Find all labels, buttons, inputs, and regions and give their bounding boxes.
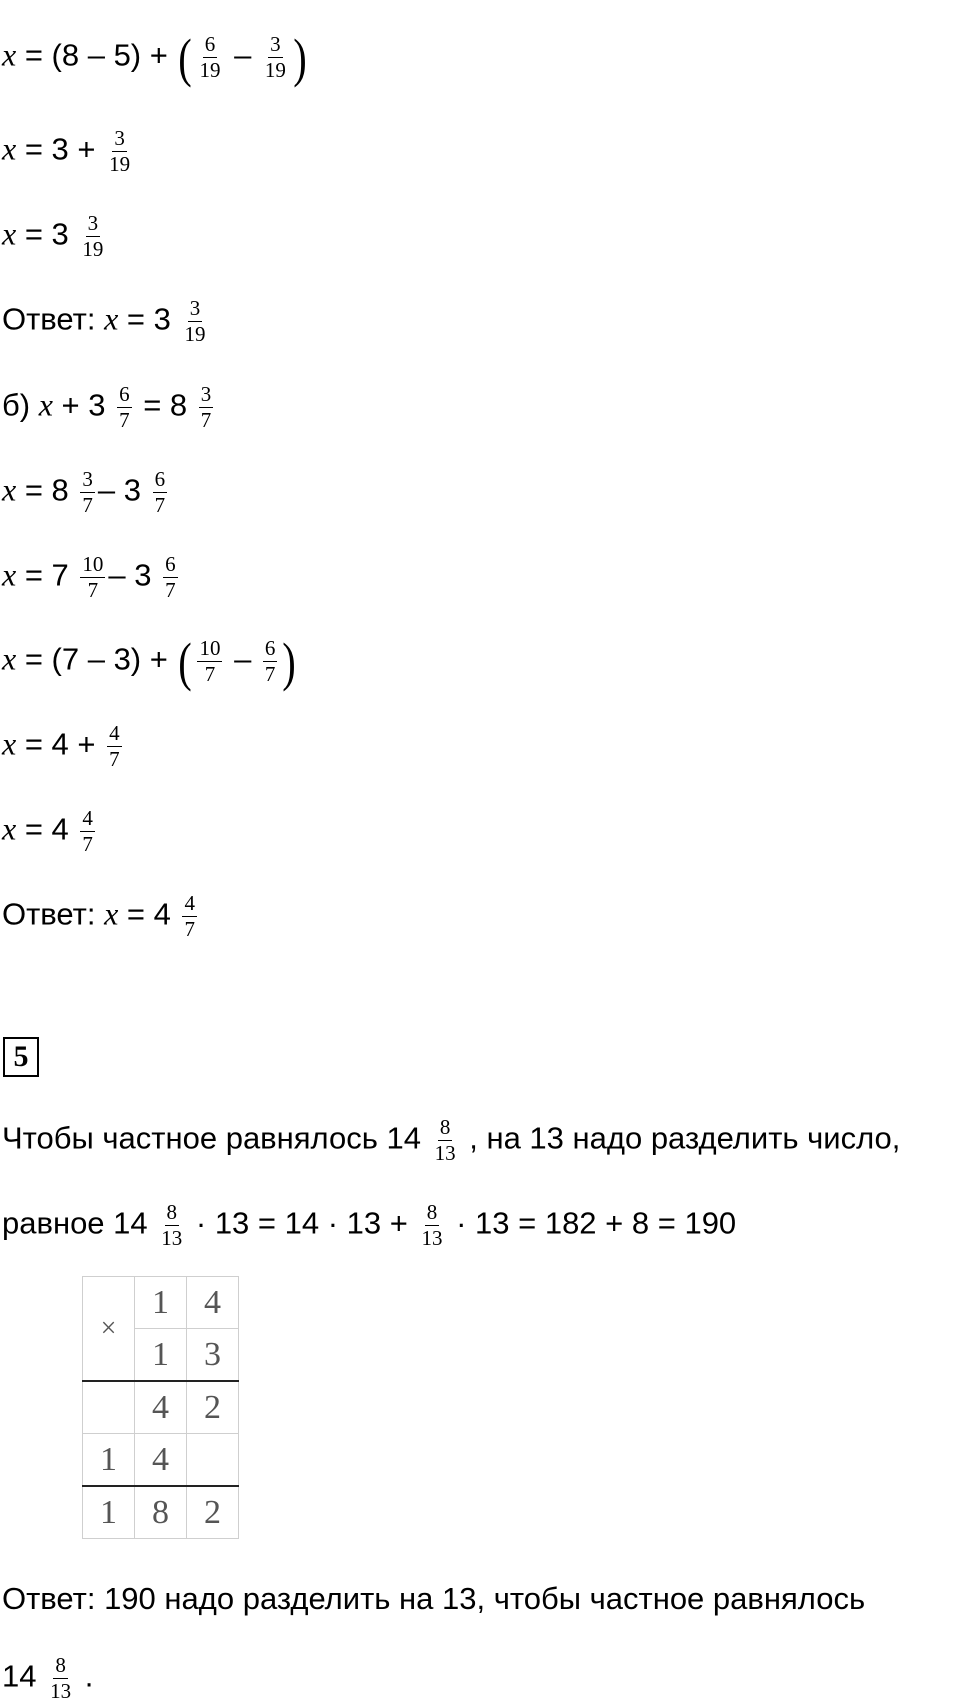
left-paren: ( <box>178 631 193 692</box>
digit-cell <box>83 1381 135 1434</box>
variable-x: x <box>2 36 17 73</box>
table-row <box>83 1434 239 1487</box>
fraction: $\frac{10}{7}$ <box>199 636 221 686</box>
digit-cell: 3 <box>187 1329 239 1382</box>
digit-cell: 4 <box>135 1434 187 1487</box>
answer-line: Ответ: x = 4 $\frac{4}{7}$ <box>2 891 195 941</box>
variable-x: x <box>2 810 17 847</box>
variable-x: x <box>38 386 53 423</box>
digit-cell: 4 <box>135 1381 187 1434</box>
fraction: $\frac{6}{7}$ <box>165 552 176 602</box>
equation-line: x = 3 + $\frac{3}{19}$ <box>2 126 131 176</box>
multiply-sign: × <box>83 1277 135 1382</box>
variable-x: x <box>104 895 119 932</box>
equation-line: x = 3 $\frac{3}{19}$ <box>2 211 104 261</box>
fraction: $\frac{4}{7}$ <box>184 891 195 941</box>
task5-text-line-1: Чтобы частное равнялось 14 $\frac{8}{13}$ , на 13 надо разделить число, <box>2 1115 901 1165</box>
variable-x: x <box>104 300 119 337</box>
equation-line: x = (7 – 3) + ( $\frac{10}{7}$ – $\frac{6}{7}$ ) <box>2 631 297 692</box>
variable-x: x <box>2 556 17 593</box>
fraction: $\frac{6}{7}$ <box>264 636 276 686</box>
fraction: $\frac{4}{7}$ <box>82 806 93 856</box>
fraction: $\frac{3}{19}$ <box>264 32 286 82</box>
fraction: $\frac{3}{19}$ <box>109 126 131 176</box>
fraction: $\frac{3}{7}$ <box>82 467 93 517</box>
fraction: $\frac{3}{19}$ <box>184 296 206 346</box>
task5-answer-line-2: 14 $\frac{8}{13}$ . <box>2 1653 94 1703</box>
fraction: $\frac{8}{13}$ <box>421 1200 443 1250</box>
task-number: 5 <box>3 1037 39 1077</box>
equation-line: x = 4 $\frac{4}{7}$ <box>2 806 93 856</box>
table-row <box>83 1277 239 1329</box>
fraction: $\frac{8}{13}$ <box>50 1653 72 1703</box>
digit-cell: 1 <box>83 1434 135 1487</box>
digit-cell: 1 <box>135 1329 187 1382</box>
variable-x: x <box>2 471 17 508</box>
equation-line: x = 7 $\frac{10}{7}$ – 3 $\frac{6}{7}$ <box>2 552 176 602</box>
digit-cell: 4 <box>187 1277 239 1329</box>
fraction: $\frac{6}{19}$ <box>199 32 221 82</box>
column-multiplication <box>82 1276 239 1539</box>
task5-text-line-2: равное 14 $\frac{8}{13}$ · 13 = 14 · 13 + $\frac{8}{13}$ · 13 = 182 + 8 = 190 <box>2 1200 737 1250</box>
table-row <box>83 1486 239 1539</box>
equation-line: x = (8 – 5) + ( $\frac{6}{19}$ – $\frac{3}{19}$ ) <box>2 27 307 88</box>
fraction: $\frac{6}{7}$ <box>154 467 166 517</box>
variable-x: x <box>2 130 17 167</box>
digit-cell: 1 <box>135 1277 187 1329</box>
digit-cell: 1 <box>83 1486 135 1539</box>
right-paren: ) <box>293 27 307 88</box>
equation-line: б) x + 3 $\frac{6}{7}$ = 8 $\frac{3}{7}$ <box>2 382 212 432</box>
digit-cell <box>187 1434 239 1487</box>
fraction: $\frac{4}{7}$ <box>109 721 120 771</box>
table-row <box>83 1381 239 1434</box>
variable-x: x <box>2 725 17 762</box>
fraction: $\frac{10}{7}$ <box>82 552 104 602</box>
answer-line: Ответ: x = 3 $\frac{3}{19}$ <box>2 296 206 346</box>
task5-answer-line-1: Ответ: 190 надо разделить на 13, чтобы частное равнялось <box>2 1581 866 1616</box>
fraction: $\frac{8}{13}$ <box>161 1200 183 1250</box>
fraction: $\frac{6}{7}$ <box>119 382 130 432</box>
digit-cell: 2 <box>187 1486 239 1539</box>
variable-x: x <box>2 640 17 677</box>
digit-cell: 8 <box>135 1486 187 1539</box>
fraction: $\frac{8}{13}$ <box>434 1115 456 1165</box>
digit-cell: 2 <box>187 1381 239 1434</box>
left-paren: ( <box>178 27 193 88</box>
right-paren: ) <box>282 631 297 692</box>
fraction: $\frac{3}{19}$ <box>82 211 104 261</box>
fraction: $\frac{3}{7}$ <box>200 382 212 432</box>
equation-line: x = 8 $\frac{3}{7}$ – 3 $\frac{6}{7}$ <box>2 467 166 517</box>
equation-line: x = 4 + $\frac{4}{7}$ <box>2 721 120 771</box>
variable-x: x <box>2 215 17 252</box>
